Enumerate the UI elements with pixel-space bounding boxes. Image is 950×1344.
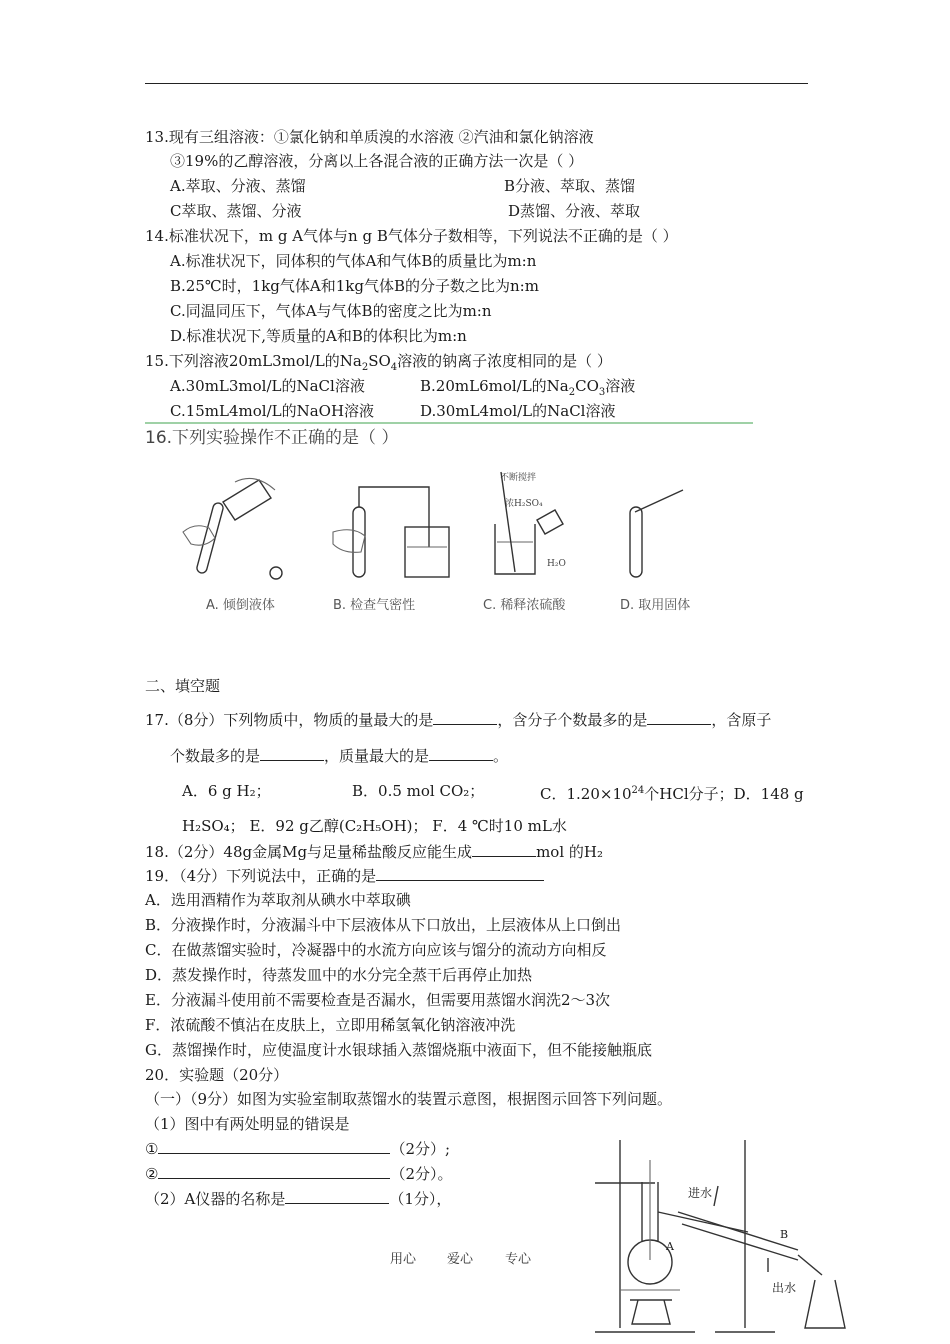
q20-error2: ② （2分）。 <box>145 1165 453 1183</box>
blank[interactable] <box>260 746 324 761</box>
q14-option-c: C.同温同压下，气体A与气体B的密度之比为m:n <box>170 302 492 320</box>
caption-a: A. 倾倒液体 <box>206 598 275 613</box>
blank[interactable] <box>158 1139 390 1154</box>
q20-sub1: （1）图中有两处明显的错误是 <box>145 1115 350 1133</box>
q15-option-b: B.20mL6mol/L的$Na_2CO_3$溶液 <box>420 377 636 398</box>
q18: 18.（2分）48g金属Mg与足量稀盐酸反应能生成 mol 的H₂ <box>145 843 603 861</box>
blank[interactable] <box>433 710 497 725</box>
q17-option-c: C．$1.20\times 10^{24}$个HCl分子；D．148 g <box>540 785 804 803</box>
blank[interactable] <box>376 866 544 881</box>
q16-figures <box>175 462 720 592</box>
q17-line1: 17.（8分）下列物质中，物质的量最大的是 ，含分子个数最多的是 ，含原子 <box>145 711 772 729</box>
caption-d: D. 取用固体 <box>620 598 691 613</box>
q13-option-a: A.萃取、分液、蒸馏 <box>170 177 306 195</box>
label-a: A <box>666 1240 674 1253</box>
footer-c: 专心 <box>505 1252 532 1267</box>
q20-part1: （一）（9分）如图为实验室制取蒸馏水的装置示意图，根据图示回答下列问题。 <box>145 1090 673 1108</box>
section-title: 二、填空题 <box>145 677 221 695</box>
green-divider <box>145 422 753 424</box>
footer-b: 爱心 <box>447 1252 474 1267</box>
q19-item: D．蒸发操作时，待蒸发皿中的水分完全蒸干后再停止加热 <box>145 966 533 984</box>
top-rule <box>145 83 808 84</box>
blank[interactable] <box>429 746 493 761</box>
q19-item: B．分液操作时，分液漏斗中下层液体从下口放出，上层液体从上口倒出 <box>145 916 622 934</box>
q20-error1: ① （2分）; <box>145 1140 451 1158</box>
q17-option-b: B．0.5 mol CO₂； <box>352 782 485 800</box>
q13-option-b: B分液、萃取、蒸馏 <box>504 177 636 195</box>
q16-stem: 16.下列实验操作不正确的是（ ） <box>145 428 399 448</box>
figure-d-solid <box>630 490 683 577</box>
label-stir: 不断搅拌 <box>500 473 537 483</box>
label-b: B <box>780 1228 789 1241</box>
label-acid: 浓H₂SO₄ <box>505 499 543 509</box>
blank[interactable] <box>285 1189 389 1204</box>
q13-line1: 13.现有三组溶液：①氯化钠和单质溴的水溶液 ②汽油和氯化钠溶液 <box>145 128 594 146</box>
q15-option-a: A.30mL3mol/L的NaCl溶液 <box>170 377 365 395</box>
q15-stem: 15.下列溶液20mL3mol/L的$Na_2SO_4$溶液的钠离子浓度相同的是（ ） <box>145 352 612 373</box>
q15-option-c: C.15mL4mol/L的NaOH溶液 <box>170 402 375 420</box>
distillation-figure <box>590 1140 860 1340</box>
q17-line4: H₂SO₄； E．92 g乙醇(C₂H₅OH)； F．4 ℃时10 mL水 <box>182 817 567 835</box>
blank[interactable] <box>472 842 536 857</box>
figure-b-airtight <box>333 487 449 577</box>
q20-sub2: （2）A仪器的名称是 （1分）， <box>145 1190 452 1208</box>
q17-line2: 个数最多的是 ，质量最大的是 。 <box>170 747 509 765</box>
q19-item: E．分液漏斗使用前不需要检查是否漏水，但需要用蒸馏水润洗2～3次 <box>145 991 611 1009</box>
caption-b: B. 检查气密性 <box>333 598 416 613</box>
q14-option-b: B.25℃时，1kg气体A和1kg气体B的分子数之比为n:m <box>170 277 539 295</box>
q15-option-d: D.30mL4mol/L的NaCl溶液 <box>420 402 616 420</box>
label-water-out: 出水 <box>772 1281 797 1295</box>
label-water: H₂O <box>547 559 566 569</box>
blank[interactable] <box>647 710 711 725</box>
q17-option-a: A．6 g H₂； <box>182 782 271 800</box>
q19-stem: 19．（4分）下列说法中，正确的是 <box>145 866 544 886</box>
caption-c: C. 稀释浓硫酸 <box>483 598 566 613</box>
figure-a-pouring <box>183 478 282 579</box>
q20-title: 20．实验题（20分） <box>145 1066 289 1084</box>
q13-line2: ③19%的乙醇溶液，分离以上各混合液的正确方法一次是（ ） <box>170 152 584 170</box>
q19-item: A．选用酒精作为萃取剂从碘水中萃取碘 <box>145 891 411 909</box>
q19-item: C．在做蒸馏实验时，冷凝器中的水流方向应该与馏分的流动方向相反 <box>145 941 607 959</box>
label-water-in: 进水 <box>688 1186 713 1200</box>
q19-item: G．蒸馏操作时，应使温度计水银球插入蒸馏烧瓶中液面下，但不能接触瓶底 <box>145 1041 652 1059</box>
footer-a: 用心 <box>390 1252 417 1267</box>
blank[interactable] <box>158 1164 390 1179</box>
q14-option-a: A.标准状况下，同体积的气体A和气体B的质量比为m:n <box>170 252 537 270</box>
q13-option-c: C萃取、蒸馏、分液 <box>170 202 302 220</box>
q14-stem: 14.标准状况下，m g A气体与n g B气体分子数相等，下列说法不正确的是（ ） <box>145 227 678 245</box>
q19-item: F．浓硫酸不慎沾在皮肤上，立即用稀氢氧化钠溶液冲洗 <box>145 1016 516 1034</box>
q14-option-d: D.标准状况下,等质量的A和B的体积比为m:n <box>170 327 467 345</box>
figure-c-dilute <box>495 471 566 574</box>
q13-option-d: D蒸馏、分液、萃取 <box>508 202 641 220</box>
